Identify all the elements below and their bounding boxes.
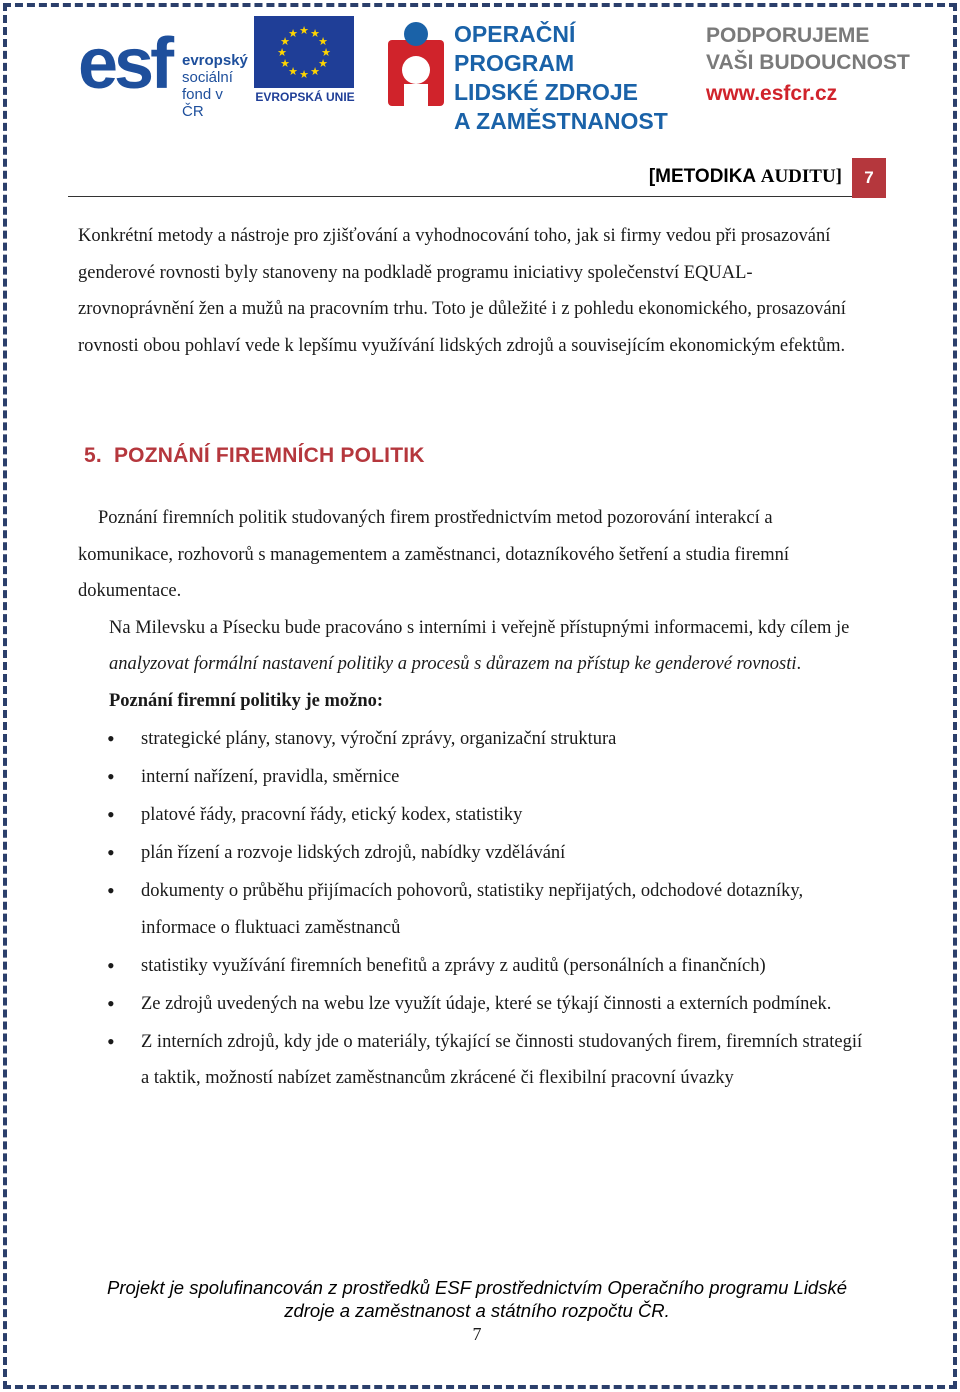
slogan-block: [706, 20, 916, 110]
footer-line2: zdroje a zaměstnanost a státního rozpočtu ČR.: [284, 1300, 670, 1321]
svg-text:★: ★: [310, 27, 320, 40]
list-item: • strategické plány, stanovy, výroční zprávy, organizační struktura: [141, 721, 868, 758]
svg-text:★: ★: [299, 24, 309, 37]
list-item: • plán řízení a rozvoje lidských zdrojů, nabídky vzdělávání: [141, 835, 868, 872]
paragraph-2-emphasis: analyzovat formální nastavení politiky a procesů s důrazem na přístup ke genderové rovnosti: [109, 654, 797, 674]
svg-text:★: ★: [318, 35, 328, 48]
footer-line1: Projekt je spolufinancován z prostředků ESF prostřednictvím Operačního programu Lidské: [106, 1277, 848, 1298]
svg-text:★: ★: [277, 46, 287, 59]
eu-logo: [254, 16, 356, 106]
esf-logo-line3: fond v ČR: [182, 86, 223, 120]
op-logo-line2: LIDSKÉ ZDROJE: [454, 79, 639, 105]
op-logo-text: [454, 20, 686, 136]
section-number: 5.: [84, 444, 102, 467]
list-item: • dokumenty o průběhu přijímacích pohovorů, statistiky nepřijatých, odchodové dotazníky, informace o fluktuaci zaměstnanců: [141, 873, 868, 946]
eu-logo-text: EVROPSKÁ UNIE: [255, 90, 355, 104]
list-item: • statistiky využívání firemních benefitů a zprávy z auditů (personálních a finančních): [141, 948, 868, 985]
esf-logo-line1: evropský: [182, 52, 248, 69]
svg-text:★: ★: [280, 35, 290, 48]
esf-logo: [78, 14, 248, 120]
esf-logo-text: [182, 52, 248, 120]
svg-text:★: ★: [321, 46, 331, 59]
section-heading: [84, 444, 868, 468]
running-title-open: [METODIKA: [648, 166, 761, 187]
esf-url-link[interactable]: www.esfcr.cz: [706, 82, 838, 105]
svg-text:★: ★: [280, 57, 290, 70]
list-item: • Ze zdrojů uvedených na webu lze využít údaje, které se týkají činnosti a externích podmínek.: [141, 986, 868, 1023]
svg-text:★: ★: [310, 65, 320, 78]
svg-text:★: ★: [288, 65, 298, 78]
main-content: [78, 218, 868, 1098]
intro-paragraph: Konkrétní metody a nástroje pro zjišťování a vyhodnocování toho, jak si firmy vedou při prosazování genderové rovnosti byly stanoveny na podkladě programu iniciativy společenství EQUAL-zrovnoprávnění žen a mužů na pracovním trhu. Toto je důležité i z pohledu ekonomického, prosazování rovnosti obou pohlaví vede k lepšímu využívání lidských zdrojů a souvisejícím ekonomickým efektům.: [78, 226, 846, 356]
list-intro: Poznání firemní politiky je možno:: [109, 690, 384, 711]
op-logo: [386, 18, 686, 134]
paragraph-2-end: .: [796, 654, 802, 674]
op-logo-line3: A ZAMĚSTNANOST: [454, 108, 668, 134]
header-rule: [68, 196, 852, 197]
footer-page-number: 7: [472, 1324, 482, 1344]
policy-sources-list: [78, 721, 868, 1097]
section-title: POZNÁNÍ FIREMNÍCH POLITIK: [113, 444, 425, 467]
list-item: • interní nařízení, pravidla, směrnice: [141, 759, 868, 796]
page-number-badge: 7: [852, 158, 886, 198]
esf-logo-line2: sociální: [182, 69, 233, 86]
running-title-word: AUDITU]: [760, 166, 842, 187]
list-item: • platové řády, pracovní řády, etický kodex, statistiky: [141, 797, 868, 834]
running-title: [649, 166, 842, 188]
funding-footer: [60, 1276, 894, 1322]
list-item: • Z interních zdrojů, kdy jde o materiály, týkající se činnosti studovaných firem, firemních strategií a taktik, možností nabízet zaměstnancům zkrácené či flexibilní pracovní úvazky: [141, 1024, 868, 1097]
puzzle-figure-icon: [386, 18, 448, 108]
svg-text:★: ★: [318, 57, 328, 70]
section-paragraph-2: [78, 610, 868, 683]
slogan-text: [706, 22, 910, 76]
eu-flag-icon: [254, 16, 354, 88]
slogan-line2: VAŠI BUDOUCNOST: [706, 51, 910, 74]
svg-text:★: ★: [299, 68, 309, 81]
slogan-line1: PODPORUJEME: [706, 24, 870, 47]
esf-logo-mark: esf: [78, 24, 171, 104]
svg-text:★: ★: [288, 27, 298, 40]
paragraph-2-start: Na Milevsku a Písecku bude pracováno s interními i veřejně přístupnými informacemi, kdy cílem je: [109, 617, 850, 638]
section-paragraph-1: Poznání firemních politik studovaných firem prostřednictvím metod pozorování interakcí a komunikace, rozhovorů s managementem a zaměstnanci, dotazníkového šetření a studia firemní dokumentace.: [78, 508, 789, 601]
op-logo-line1: OPERAČNÍ PROGRAM: [454, 21, 576, 76]
